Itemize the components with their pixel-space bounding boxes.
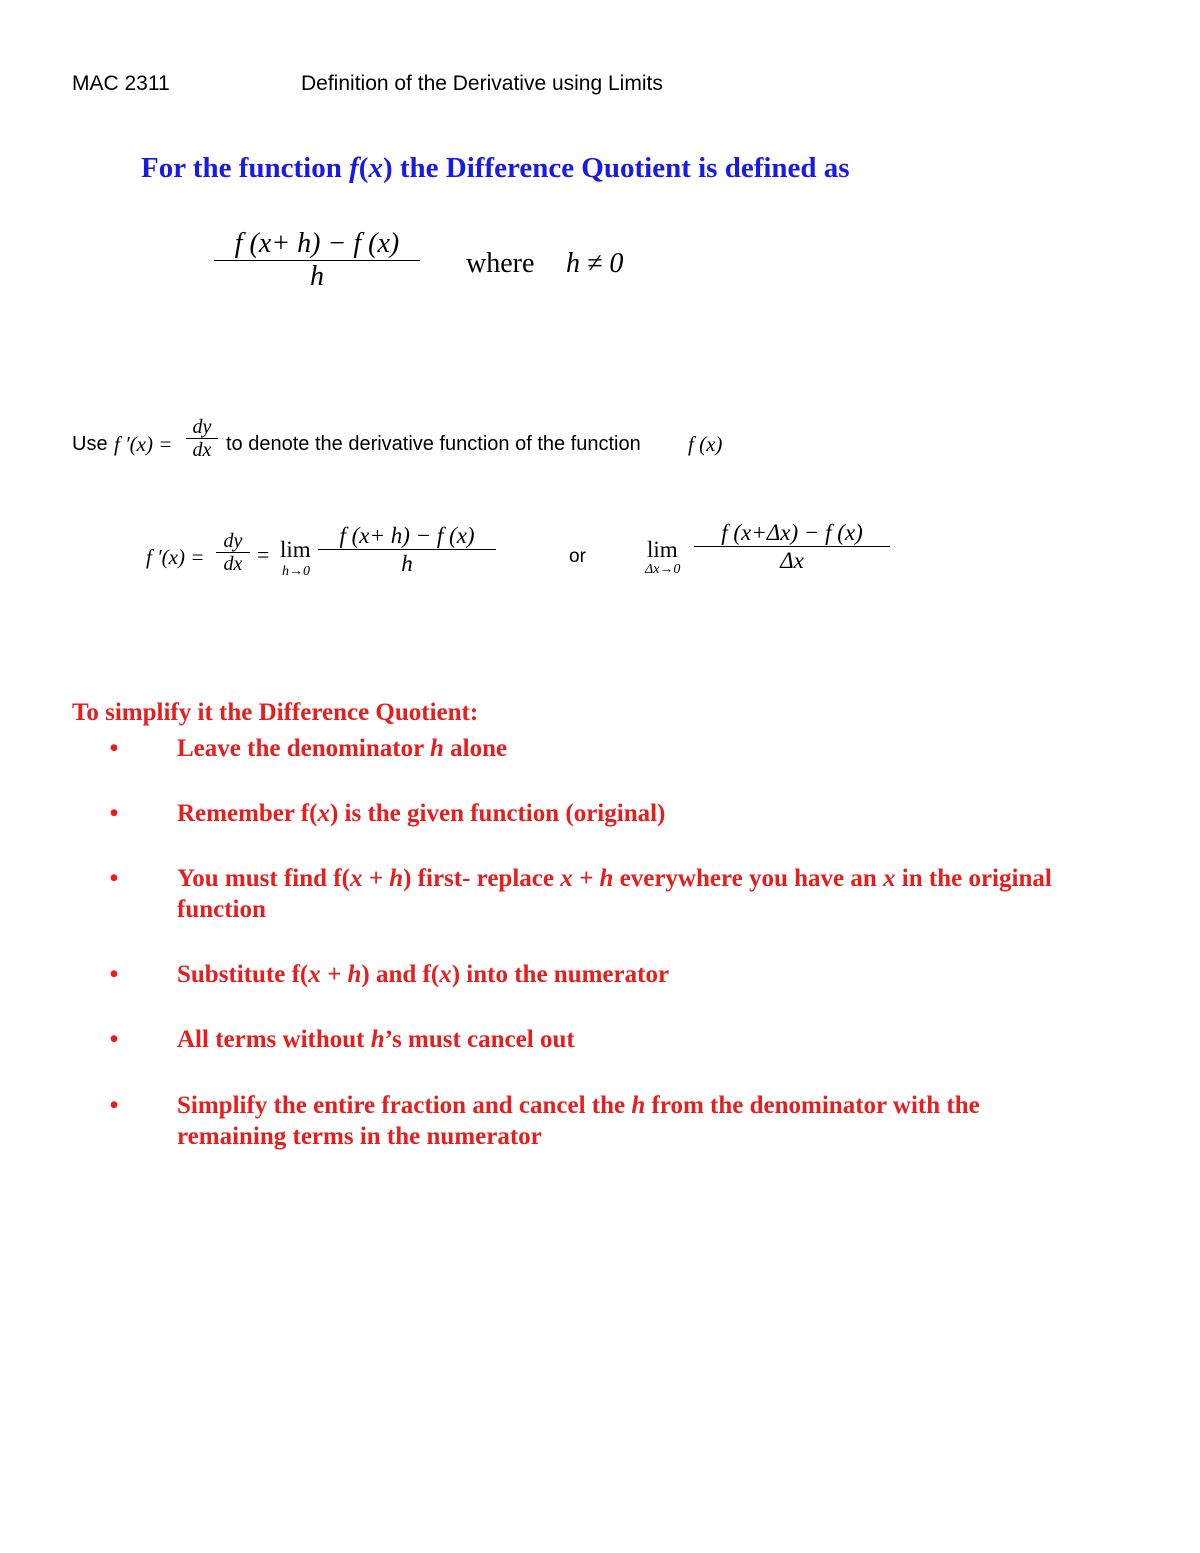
- math-variable: h: [631, 1092, 646, 1119]
- math-variable: x + h: [560, 865, 614, 892]
- def-dydx-fraction: [216, 530, 250, 575]
- list-item: [177, 1024, 1077, 1055]
- bullet-icon: •: [109, 1026, 119, 1053]
- def-quotient: [318, 522, 496, 577]
- dydx-fraction: [186, 416, 218, 461]
- list-item: [177, 863, 1077, 925]
- difference-quotient: [214, 228, 420, 293]
- where-label: where: [466, 248, 535, 279]
- step-text: Simplify the entire fraction and cancel the: [177, 1092, 632, 1119]
- step-text: ) first- replace: [403, 865, 561, 892]
- fx-notation: f (x): [688, 432, 723, 456]
- list-item: [177, 798, 1077, 829]
- page-title: For the function f(x) the Difference Quotient is defined as: [141, 152, 850, 184]
- step-text: ) into the numerator: [451, 961, 670, 988]
- math-variable: x + h: [308, 961, 362, 988]
- steps-heading: To simplify it the Difference Quotient:: [72, 699, 479, 726]
- dx-text: dx: [192, 439, 212, 461]
- step-text: All terms without: [177, 1026, 371, 1053]
- math-variable: x: [317, 800, 330, 827]
- lim2-subscript: Δx→0: [645, 562, 681, 577]
- step-text: ) is the given function (original): [329, 800, 666, 827]
- bullet-icon: •: [109, 865, 119, 892]
- math-variable: x + h: [349, 865, 404, 892]
- def-denominator: h: [401, 551, 413, 576]
- math-variable: x: [439, 961, 452, 988]
- def-denominator-delta: Δx: [780, 548, 804, 573]
- fprime-notation: f ′(x) =: [114, 432, 173, 456]
- step-text: Leave the denominator: [177, 735, 430, 762]
- dy-text: dy: [223, 530, 243, 552]
- step-text: ) and f(: [361, 961, 440, 988]
- def-numerator: f (x+ h) − f (x): [339, 523, 475, 548]
- lim2-text: lim: [647, 537, 678, 562]
- list-item: [177, 1090, 1077, 1152]
- math-variable: x: [883, 865, 896, 892]
- bullet-icon: •: [109, 961, 119, 988]
- step-text: everywhere you have an: [613, 865, 884, 892]
- bullet-icon: •: [109, 800, 119, 827]
- h-condition: h ≠ 0: [566, 248, 624, 279]
- math-variable: h: [370, 1026, 385, 1053]
- def-fprime: f ′(x) =: [146, 545, 205, 569]
- page-topic: Definition of the Derivative using Limits: [301, 72, 663, 95]
- use-label: Use: [72, 433, 108, 455]
- step-text: alone: [443, 735, 508, 762]
- dy-text: dy: [192, 416, 212, 438]
- def-quotient-delta: [694, 519, 890, 574]
- dx-text: dx: [223, 553, 243, 575]
- step-text: in the original function: [177, 865, 1052, 923]
- math-variable: h: [430, 735, 444, 762]
- step-text: Substitute f(: [177, 961, 309, 988]
- step-text: You must find f(: [177, 865, 350, 892]
- list-item: [177, 959, 1077, 990]
- step-text: Remember f(: [177, 800, 318, 827]
- lim-text: lim: [280, 537, 311, 562]
- step-text: ’s must cancel out: [384, 1026, 575, 1053]
- def-numerator-delta: f (x+Δx) − f (x): [721, 520, 863, 545]
- lim-subscript: h→0: [282, 564, 310, 579]
- list-item: [177, 733, 1077, 764]
- def-equals: =: [257, 542, 270, 567]
- step-text: from the denominator with the remaining terms in the numerator: [177, 1092, 980, 1150]
- course-code: MAC 2311: [72, 72, 170, 95]
- or-label: or: [569, 546, 586, 567]
- dq-numerator: f (x+ h) − f (x): [234, 228, 400, 259]
- notation-description: to denote the derivative function of the function: [226, 433, 641, 455]
- bullet-icon: •: [109, 735, 119, 762]
- bullet-icon: •: [109, 1092, 119, 1119]
- dq-denominator: h: [310, 261, 324, 292]
